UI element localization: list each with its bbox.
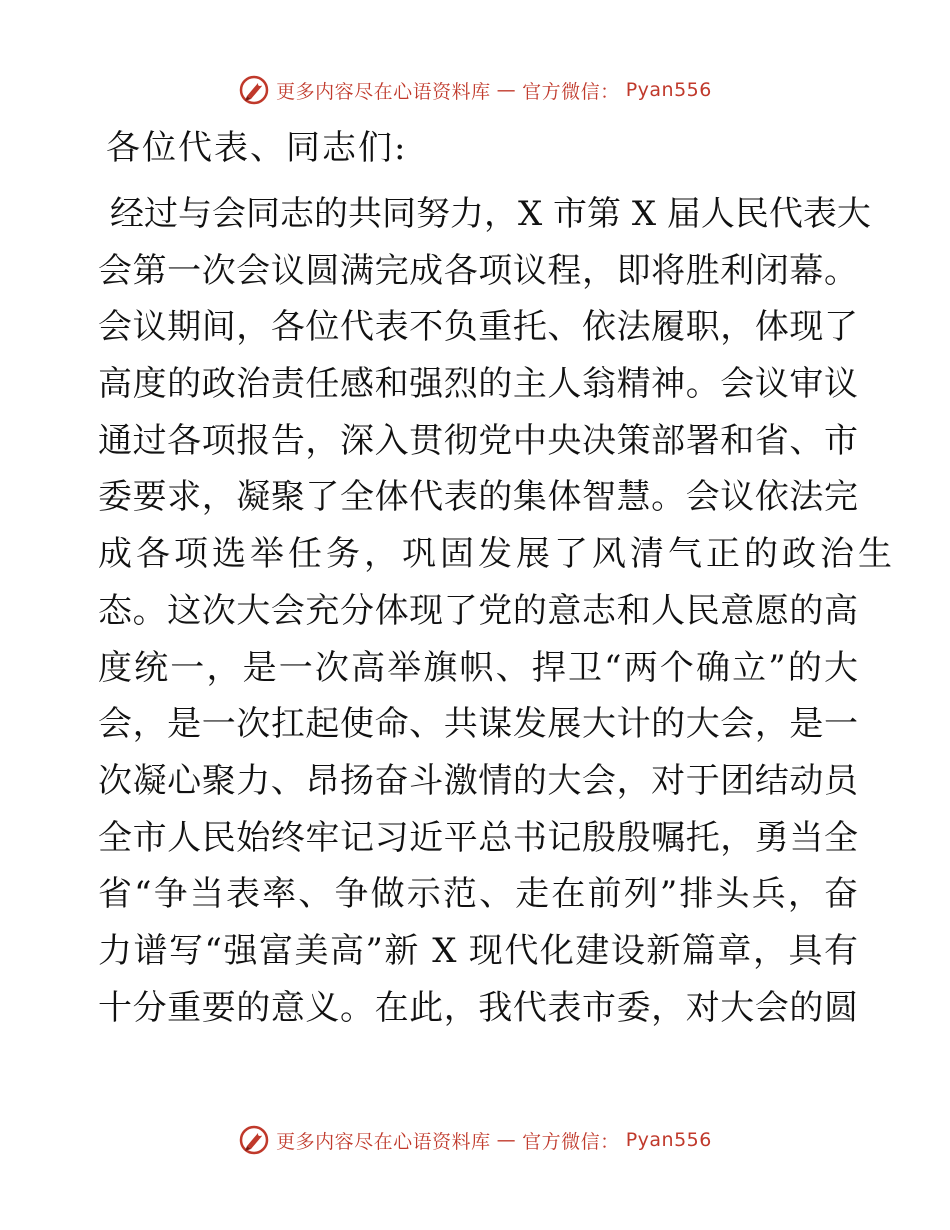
text-line: 度统一，是一次高举旗帜、捍卫“两个确立”的大 — [98, 647, 858, 688]
watermark-text: 更多内容尽在心语资料库 — [276, 1130, 491, 1153]
header-watermark — [0, 70, 950, 110]
watermark-text: 更多内容尽在心语资料库 — [276, 80, 491, 103]
text-line: 成各项选举任务，巩固发展了风清气正的政治生 — [98, 534, 896, 575]
text-line: 态。这次大会充分体现了党的意志和人民意愿的高 — [98, 590, 858, 631]
text-line: 省“争当表率、争做示范、走在前列”排头兵，奋 — [98, 874, 858, 915]
text-line: 通过各项报告，深入贯彻党中央决策部署和省、市 — [98, 420, 858, 461]
watermark-label: 官方微信： — [522, 80, 620, 103]
text-line: 会议期间，各位代表不负重托、依法履职，体现了 — [98, 307, 858, 348]
text-line: 十分重要的意义。在此，我代表市委，对大会的圆 — [98, 987, 858, 1028]
salutation: 各位代表、同志们: — [106, 128, 408, 168]
text-line: 力谱写“强富美高”新 X 现代化建设新篇章，具有 — [98, 930, 858, 971]
text-line: 高度的政治责任感和强烈的主人翁精神。会议审议 — [98, 364, 858, 405]
watermark-separator: — — [496, 79, 517, 101]
text-line: 全市人民始终牢记习近平总书记殷殷嘱托，勇当全 — [98, 817, 858, 858]
footer-watermark — [0, 1120, 950, 1160]
watermark-id: Pyan556 — [625, 79, 712, 101]
text-line: 会，是一次扛起使命、共谋发展大计的大会，是一 — [98, 704, 858, 745]
text-line: 经过与会同志的共同努力，X 市第 X 届人民代表大 — [110, 194, 871, 234]
watermark-id: Pyan556 — [625, 1129, 712, 1151]
text-line: 次凝心聚力、昂扬奋斗激情的大会，对于团结动员 — [98, 760, 858, 801]
pen-logo-icon — [238, 74, 270, 106]
text-line: 会第一次会议圆满完成各项议程，即将胜利闭幕。 — [98, 250, 858, 291]
pen-logo-icon — [238, 1124, 270, 1156]
watermark-label: 官方微信： — [522, 1130, 620, 1153]
watermark-separator: — — [496, 1129, 517, 1151]
text-line: 委要求，凝聚了全体代表的集体智慧。会议依法完 — [98, 477, 858, 518]
body-paragraph — [98, 186, 896, 1036]
